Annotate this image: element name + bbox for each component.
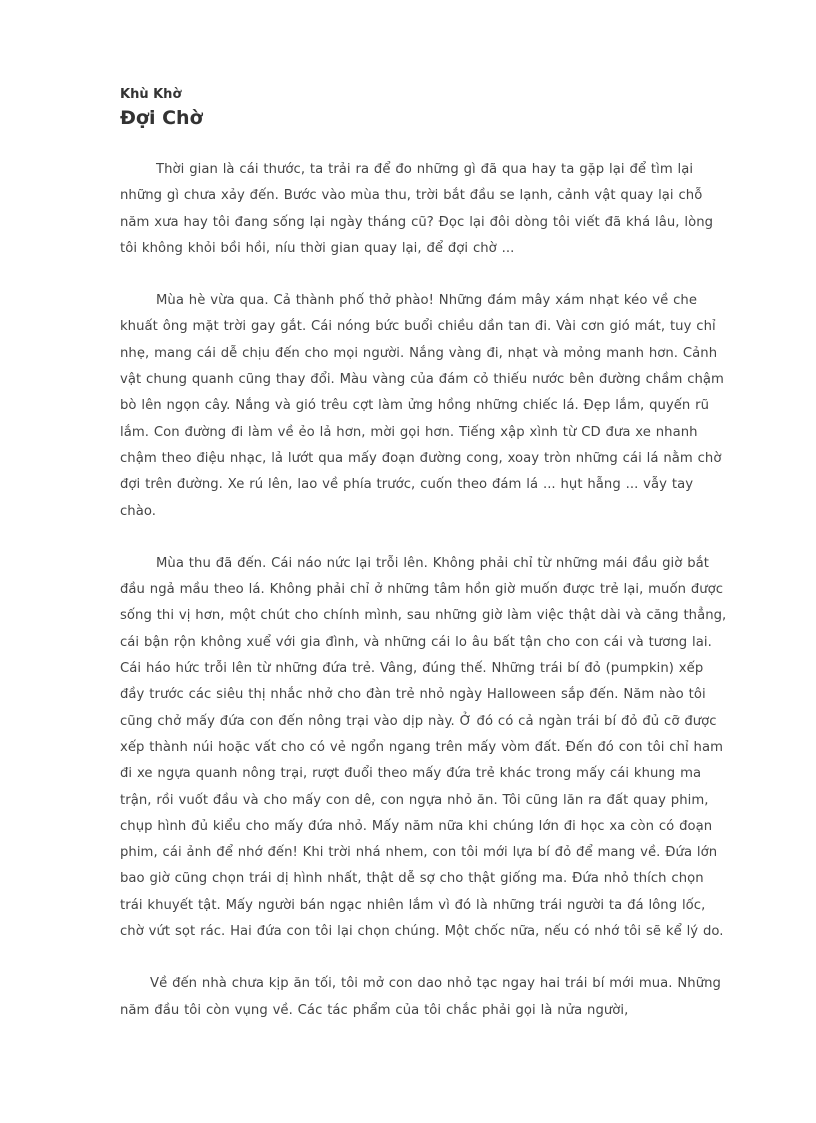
paragraph-2: Mùa hè vừa qua. Cả thành phố thở phào! Những đám mây xám nhạt kéo về che khuất ông mặt trời gay gắt. Cái nóng bức buổi chiều dần tan đi. Vài cơn gió mát, tuy chỉ nhẹ, mang cái dễ chịu đến cho mọi người. Nắng vàng đi, nhạt và mỏng manh hơn. Cảnh vật chung quanh cũng thay đổi. Màu vàng của đám cỏ thiếu nước bên đường chầm chậm bò lên ngọn cây. Nắng và gió trêu cợt làm ửng hồng những chiếc lá. Đẹp lắm, quyến rũ lắm. Con đường đi làm về ẻo lả hơn, mời gọi hơn. Tiếng xập xình từ CD đưa xe nhanh chậm theo điệu nhạc, lả lướt qua mấy đoạn đường cong, xoay tròn những cái lá nằm chờ đợi trên đường. Xe rú lên, lao về phía trước, cuốn theo đám lá ... hụt hẫng ... vẫy tay chào.: [120, 293, 724, 519]
author-name: Khù Khờ: [120, 87, 182, 102]
document-page: [120, 86, 730, 1024]
paragraph-4: Về đến nhà chưa kịp ăn tối, tôi mở con dao nhỏ tạc ngay hai trái bí mới mua. Những năm đầu tôi còn vụng về. Các tác phẩm của tôi chắc phải gọi là nửa người,: [120, 976, 721, 1018]
document-title: Đợi Chờ: [120, 107, 203, 129]
paragraph-1: Thời gian là cái thước, ta trải ra để đo những gì đã qua hay ta gặp lại để tìm lại những gì chưa xảy đến. Bước vào mùa thu, trời bắt đầu se lạnh, cảnh vật quay lại chỗ năm xưa hay tôi đang sống lại ngày tháng cũ? Đọc lại đôi dòng tôi viết đã khá lâu, lòng tôi không khỏi bồi hồi, níu thời gian quay lại, để đợi chờ ...: [120, 162, 714, 256]
document-body: [120, 157, 730, 1024]
paragraph-3: Mùa thu đã đến. Cái náo nức lại trỗi lên. Không phải chỉ từ những mái đầu giờ bắt đầu ngả mầu theo lá. Không phải chỉ ở những tâm hồn giờ muốn được trẻ lại, muốn được sống thi vị hơn, một chút cho chính mình, sau những giờ làm việc thật dài và căng thẳng, cái bận rộn không xuể với gia đình, và những cái lo âu bất tận cho con cái và tương lai. Cái háo hức trỗi lên từ những đứa trẻ. Vâng, đúng thế. Những trái bí đỏ (pumpkin) xếp đầy trước các siêu thị nhắc nhở cho đàn trẻ nhỏ ngày Halloween sắp đến. Năm nào tôi cũng chở mấy đứa con đến nông trại vào dịp này. Ở đó có cả ngàn trái bí đỏ đủ cỡ được xếp thành núi hoặc vất cho có vẻ ngổn ngang trên mấy vòm đất. Đến đó con tôi chỉ ham đi xe ngựa quanh nông trại, rượt đuổi theo mấy đứa trẻ khác trong mấy cái khung ma trận, rồi vuốt đầu và cho mấy con dê, con ngựa nhỏ ăn. Tôi cũng lăn ra đất quay phim, chụp hình đủ kiểu cho mấy đứa nhỏ. Mấy năm nữa khi chúng lớn đi học xa còn có đoạn phim, cái ảnh để nhớ đến! Khi trời nhá nhem, con tôi mới lựa bí đỏ để mang về. Đứa lớn bao giờ cũng chọn trái dị hình nhất, thật dễ sợ cho thật giống ma. Đứa nhỏ thích chọn trái khuyết tật. Mấy người bán ngạc nhiên lắm vì đó là những trái người ta đá lông lốc, chờ vứt sọt rác. Hai đứa con tôi lại chọn chúng. Một chốc nữa, nếu có nhớ tôi sẽ kể lý do.: [120, 555, 727, 940]
